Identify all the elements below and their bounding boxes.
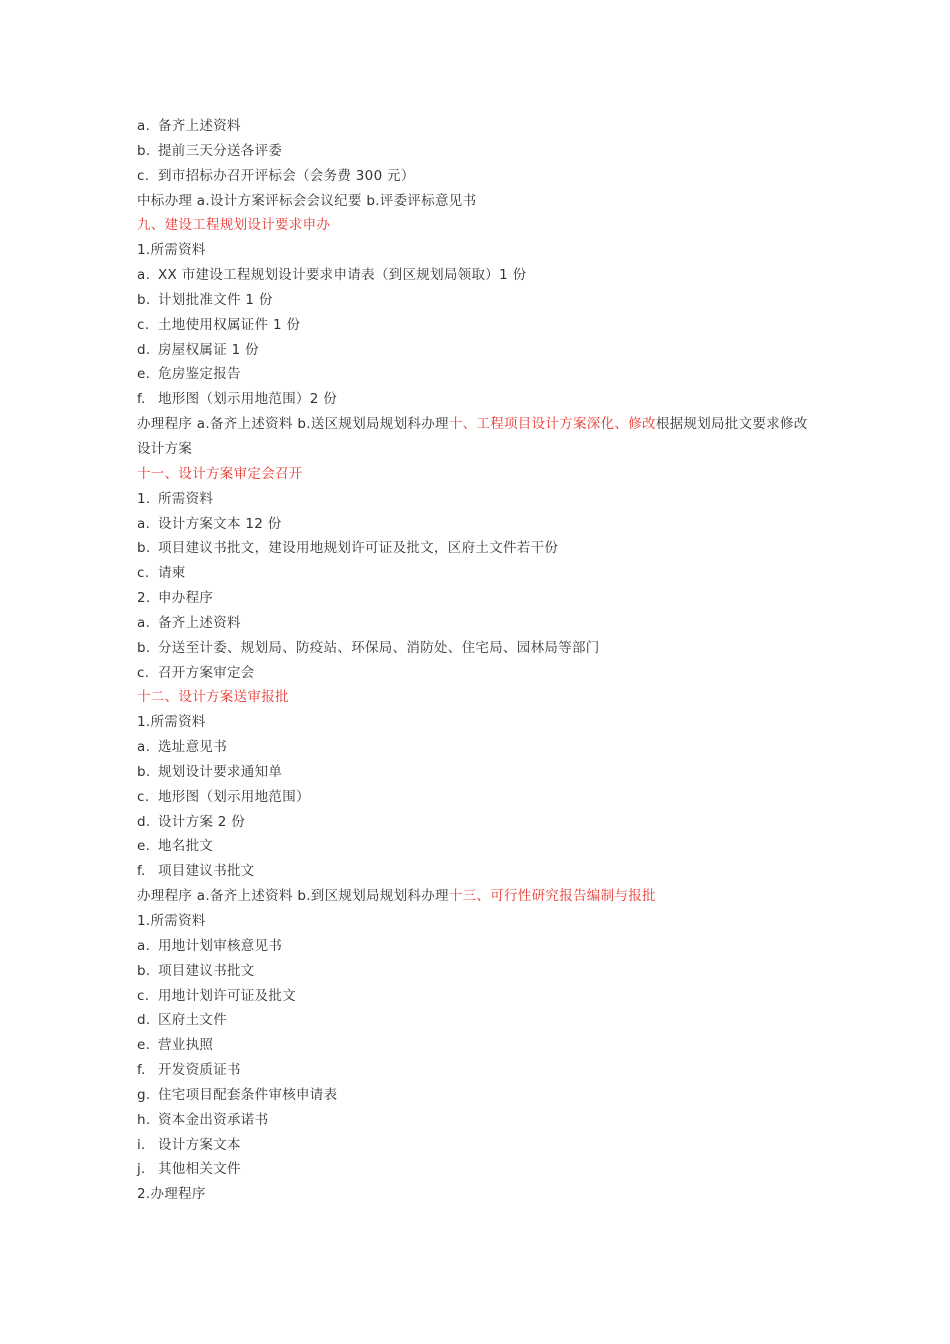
item-label: c. bbox=[137, 167, 150, 184]
list-item bbox=[137, 387, 817, 412]
item-label: g. bbox=[137, 1086, 151, 1103]
item-label: a. bbox=[137, 267, 151, 284]
item-label: b. bbox=[137, 540, 151, 557]
item-label: c. bbox=[137, 987, 150, 1004]
list-item bbox=[137, 1033, 817, 1058]
item-text: 地形图（划示用地范围） bbox=[158, 788, 310, 805]
list-item bbox=[137, 512, 817, 537]
paragraph: 1.所需资料 bbox=[137, 714, 206, 731]
item-label: a. bbox=[137, 515, 151, 532]
item-text: 设计方案文本 bbox=[158, 1136, 241, 1153]
item-label: b. bbox=[137, 142, 151, 159]
paragraph: 1.所需资料 bbox=[137, 913, 206, 929]
item-text: 资本金出资承诺书 bbox=[158, 1111, 269, 1128]
item-text: 分送至计委、规划局、防疫站、环保局、消防处、住宅局、园林局等部门 bbox=[158, 639, 600, 656]
procedure-text: 办理程序 a.备齐上述资料 b.到区规划局规划科办理 bbox=[137, 888, 449, 905]
section-heading: 九、建设工程规划设计要求申办 bbox=[137, 217, 331, 234]
list-item bbox=[137, 586, 817, 611]
item-label: f. bbox=[137, 1062, 146, 1079]
list-item bbox=[137, 785, 817, 810]
list-item bbox=[137, 661, 817, 686]
list-item bbox=[137, 859, 817, 884]
procedure-paragraph bbox=[137, 412, 817, 462]
document-body bbox=[137, 114, 817, 1207]
list-item bbox=[137, 810, 817, 835]
item-label: a. bbox=[137, 118, 151, 134]
procedure-paragraph bbox=[137, 884, 817, 909]
paragraph: 1.所需资料 bbox=[137, 242, 206, 259]
item-label: b. bbox=[137, 639, 151, 656]
list-item bbox=[137, 984, 817, 1009]
item-text: 区府土文件 bbox=[158, 1012, 227, 1029]
procedure-text: 办理程序 a.备齐上述资料 b.送区规划局规划科办理 bbox=[137, 416, 449, 433]
item-text: 选址意见书 bbox=[158, 739, 227, 756]
list-item bbox=[137, 362, 817, 387]
item-label: i. bbox=[137, 1136, 146, 1153]
section-heading: 十一、设计方案审定会召开 bbox=[137, 465, 303, 482]
item-label: b. bbox=[137, 291, 151, 308]
section-heading: 十三、可行性研究报告编制与报批 bbox=[448, 888, 656, 905]
item-text: 召开方案审定会 bbox=[158, 664, 255, 681]
item-text: 房屋权属证 1 份 bbox=[158, 341, 259, 358]
item-text: 地名批文 bbox=[158, 838, 214, 855]
item-text: 土地使用权属证件 1 份 bbox=[158, 316, 301, 333]
list-item bbox=[137, 1058, 817, 1083]
item-text: 用地计划许可证及批文 bbox=[158, 987, 296, 1004]
item-label: f. bbox=[137, 863, 146, 880]
item-label: e. bbox=[137, 366, 151, 383]
item-label: a. bbox=[137, 614, 151, 631]
item-label: b. bbox=[137, 763, 151, 780]
item-text: 备齐上述资料 bbox=[158, 614, 241, 631]
list-item bbox=[137, 611, 817, 636]
item-text: 到市招标办召开评标会（会务费 300 元） bbox=[158, 167, 415, 184]
list-item bbox=[137, 1083, 817, 1108]
item-text: 提前三天分送各评委 bbox=[158, 142, 283, 159]
item-text: 所需资料 bbox=[158, 490, 214, 507]
list-item bbox=[137, 636, 817, 661]
item-text: 请柬 bbox=[158, 565, 186, 582]
item-text: 项目建议书批文，建设用地规划许可证及批文，区府土文件若干份 bbox=[158, 540, 559, 557]
list-item bbox=[137, 1133, 817, 1158]
item-text: 计划批准文件 1 份 bbox=[158, 291, 273, 308]
item-text: 备齐上述资料 bbox=[158, 118, 241, 134]
item-label: c. bbox=[137, 316, 150, 333]
item-text: 项目建议书批文 bbox=[158, 863, 255, 880]
procedure-text: 根据规划局批文要求修改设计方案 bbox=[137, 416, 808, 457]
item-label: d. bbox=[137, 341, 151, 358]
item-label: e. bbox=[137, 1037, 151, 1054]
list-item bbox=[137, 1157, 817, 1182]
list-item bbox=[137, 487, 817, 512]
item-text: 用地计划审核意见书 bbox=[158, 937, 283, 954]
section-heading: 十、工程项目设计方案深化、修改 bbox=[448, 416, 656, 433]
item-label: d. bbox=[137, 1012, 151, 1029]
paragraph: 2.办理程序 bbox=[137, 1186, 206, 1203]
item-label: 2. bbox=[137, 590, 151, 607]
item-label: e. bbox=[137, 838, 151, 855]
item-text: 规划设计要求通知单 bbox=[158, 763, 283, 780]
list-item bbox=[137, 959, 817, 984]
list-item bbox=[137, 760, 817, 785]
list-item bbox=[137, 561, 817, 586]
item-text: 开发资质证书 bbox=[158, 1062, 241, 1079]
item-text: 其他相关文件 bbox=[158, 1161, 241, 1178]
section-heading: 十二、设计方案送审报批 bbox=[137, 689, 289, 706]
list-item bbox=[137, 338, 817, 363]
item-label: c. bbox=[137, 565, 150, 582]
item-text: 地形图（划示用地范围）2 份 bbox=[158, 391, 338, 408]
list-item bbox=[137, 1108, 817, 1133]
list-item bbox=[137, 536, 817, 561]
item-label: a. bbox=[137, 937, 151, 954]
item-label: c. bbox=[137, 788, 150, 805]
item-text: XX 市建设工程规划设计要求申请表（到区规划局领取）1 份 bbox=[158, 267, 527, 284]
list-item bbox=[137, 114, 817, 139]
item-text: 设计方案 2 份 bbox=[158, 813, 246, 830]
list-item bbox=[137, 313, 817, 338]
item-text: 营业执照 bbox=[158, 1037, 214, 1054]
item-label: 1. bbox=[137, 490, 151, 507]
list-item bbox=[137, 164, 817, 189]
item-label: b. bbox=[137, 962, 151, 979]
item-text: 申办程序 bbox=[158, 590, 214, 607]
item-label: c. bbox=[137, 664, 150, 681]
item-label: h. bbox=[137, 1111, 151, 1128]
item-label: a. bbox=[137, 739, 151, 756]
item-label: f. bbox=[137, 391, 146, 408]
list-item bbox=[137, 263, 817, 288]
list-item bbox=[137, 139, 817, 164]
item-label: j. bbox=[137, 1161, 146, 1178]
paragraph: 中标办理 a.设计方案评标会会议纪要 b.评委评标意见书 bbox=[137, 192, 477, 209]
list-item bbox=[137, 735, 817, 760]
list-item bbox=[137, 1008, 817, 1033]
item-text: 危房鉴定报告 bbox=[158, 366, 241, 383]
list-item bbox=[137, 288, 817, 313]
item-text: 设计方案文本 12 份 bbox=[158, 515, 282, 532]
list-item bbox=[137, 834, 817, 859]
item-text: 项目建议书批文 bbox=[158, 962, 255, 979]
list-item bbox=[137, 934, 817, 959]
item-label: d. bbox=[137, 813, 151, 830]
item-text: 住宅项目配套条件审核申请表 bbox=[158, 1086, 338, 1103]
